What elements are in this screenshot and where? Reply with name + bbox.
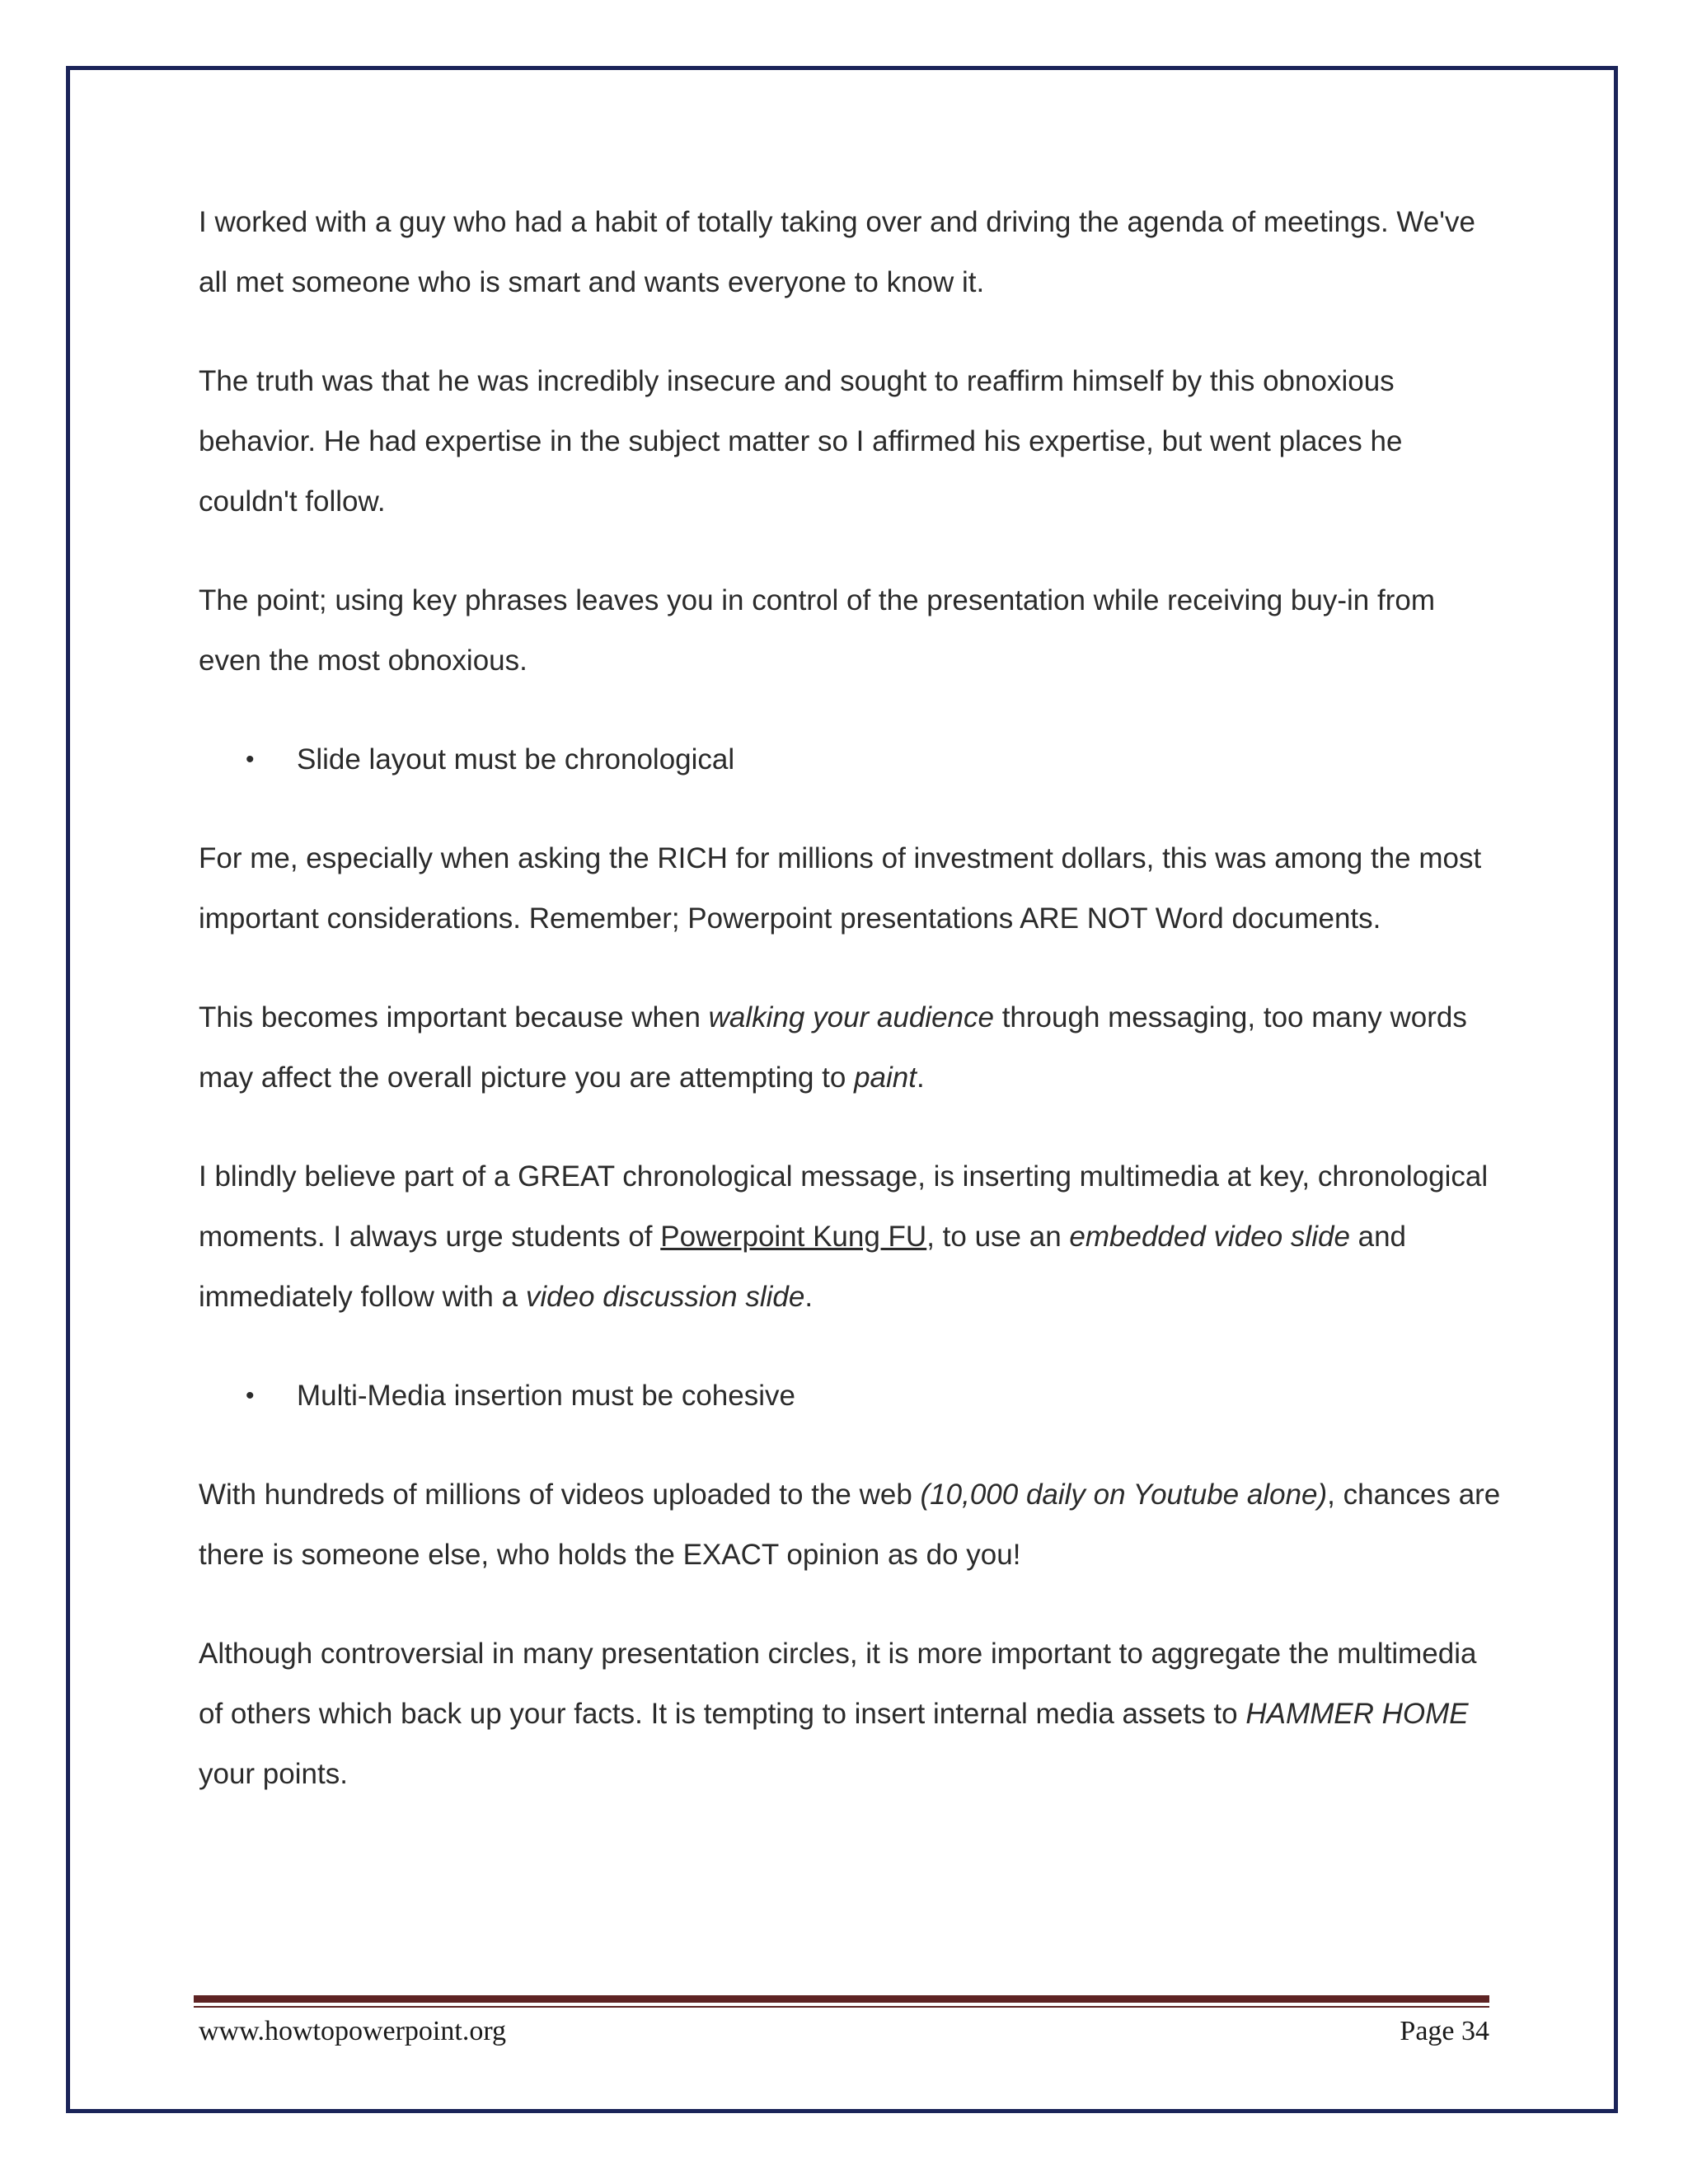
paragraph-insecure: The truth was that he was incredibly insecure and sought to reaffirm himself by this obnoxious behavior. He had expertise in the subject matter so I affirmed his expertise, but went places he couldn't follow. [199,365,1403,518]
paragraph-rich: For me, especially when asking the RICH for millions of investment dollars, this was among the most important considerations. Remember; Powerpoint presentations ARE NOT Word documents. [199,842,1482,935]
paragraph-meetings: I worked with a guy who had a habit of totally taking over and driving the agenda of meetings. We've all met someone who is smart and wants everyone to know it. [199,206,1475,298]
text-run: With hundreds of millions of videos uploaded to the web [199,1479,921,1511]
text-run: I blindly believe part of a GREAT chronological message, is inserting multimedia at key, chronological moments. I always urge students of [199,1160,1489,1253]
emphasis-text: video discussion slide [525,1281,805,1313]
emphasis-text: walking your audience [708,1001,994,1033]
text-run: and immediately follow with a [199,1221,1407,1313]
paragraph-important [199,987,1501,1108]
text-run: Although controversial in many presentation circles, it is more important to aggregate the multimedia of others which back up your facts. It is tempting to insert internal media assets to [199,1638,1477,1730]
emphasis-text: embedded video slide [1069,1221,1350,1253]
paragraph-multimedia [199,1146,1501,1327]
text-run: through messaging, too many words may affect the overall picture you are attempting to [199,1001,1467,1094]
text-run: . [916,1062,925,1094]
footer-divider-thin [194,2006,1489,2008]
footer-divider [194,1995,1489,2003]
powerpoint-kung-fu-link[interactable]: Powerpoint Kung FU [660,1221,927,1253]
text-run: , chances are there is someone else, who holds the EXACT opinion as do you! [199,1479,1501,1571]
emphasis-text: HAMMER HOME [1245,1698,1469,1730]
emphasis-text: (10,000 daily on Youtube alone) [920,1479,1328,1511]
paragraph-point: The point; using key phrases leaves you in control of the presentation while receiving buy-in from even the most obnoxious. [199,584,1435,677]
page-number: Page 34 [1400,2016,1489,2046]
bullet-item-chronological [199,729,1501,790]
text-run: your points. [199,1758,348,1790]
paragraph-controversial [199,1624,1501,1804]
text-run: This becomes important because when [199,1001,709,1033]
bullet-item-multimedia [199,1366,1501,1426]
text-run: , to use an [926,1221,1070,1253]
bullet-label: Slide layout must be chronological [297,743,735,776]
bullet-icon: • [246,1382,255,1409]
text-run: . [804,1281,814,1313]
bullet-icon: • [246,746,255,773]
emphasis-text: paint [854,1062,917,1094]
paragraph-videos [199,1465,1501,1585]
page-content [199,192,1501,1843]
bullet-label: Multi-Media insertion must be cohesive [297,1380,795,1412]
footer-website: www.howtopowerpoint.org [199,2016,507,2046]
